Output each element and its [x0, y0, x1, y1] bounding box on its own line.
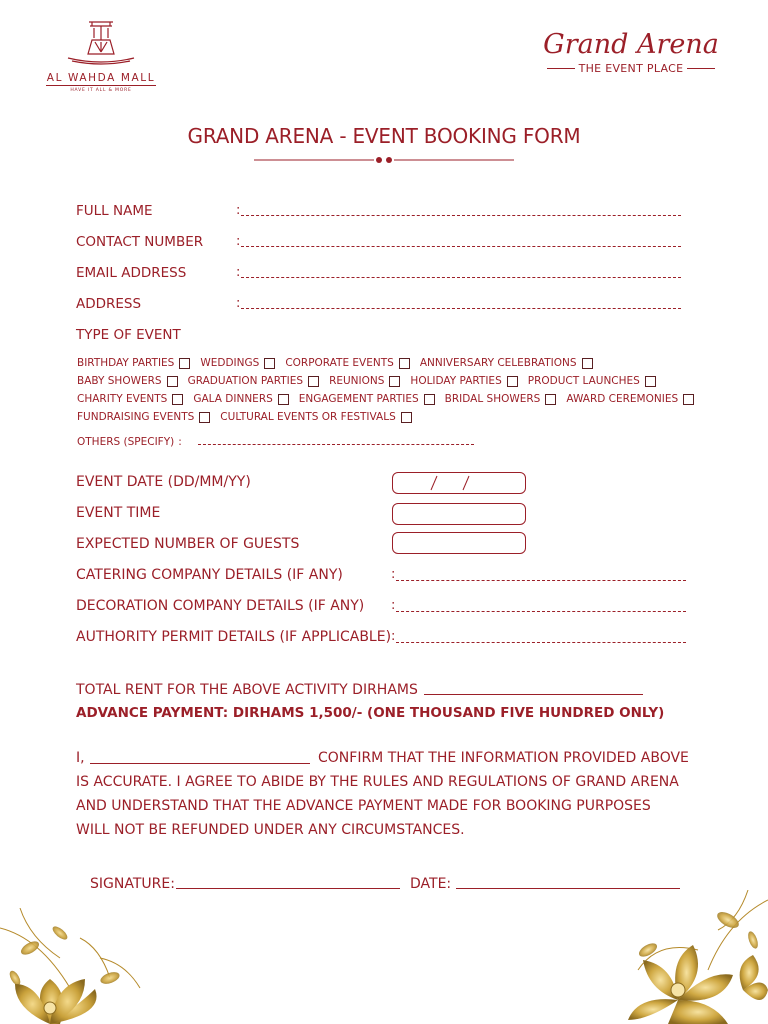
total-rent-label: TOTAL RENT FOR THE ABOVE ACTIVITY DIRHAMS: [76, 682, 418, 698]
option-label: WEDDINGS: [200, 357, 260, 369]
others-specify-label: OTHERS (SPECIFY) :: [77, 436, 182, 448]
option-label: BRIDAL SHOWERS: [444, 393, 541, 405]
checkbox[interactable]: [278, 394, 289, 405]
others-specify-field[interactable]: [198, 444, 474, 445]
page-title: GRAND ARENA - EVENT BOOKING FORM: [187, 124, 581, 148]
declaration-line-4: WILL NOT BE REFUNDED UNDER ANY CIRCUMSTANCES.: [76, 822, 465, 838]
advance-payment-label: ADVANCE PAYMENT: DIRHAMS 1,500/- (ONE THOUSAND FIVE HUNDRED ONLY): [76, 705, 665, 721]
checkbox[interactable]: [199, 412, 210, 423]
declaration-line-2: IS ACCURATE. I AGREE TO ABIDE BY THE RULES AND REGULATIONS OF GRAND ARENA: [76, 774, 679, 790]
event-type-option[interactable]: [193, 393, 288, 405]
others-label-text: OTHERS (SPECIFY): [77, 436, 175, 448]
lamp-icon: [42, 18, 160, 72]
contact-number-label: CONTACT NUMBER: [76, 234, 204, 250]
catering-label: CATERING COMPANY DETAILS (IF ANY): [76, 567, 343, 583]
checkbox[interactable]: [172, 394, 183, 405]
checkbox[interactable]: [179, 358, 190, 369]
option-label: CHARITY EVENTS: [77, 393, 168, 405]
event-type-option[interactable]: [410, 375, 517, 387]
option-label: REUNIONS: [329, 375, 385, 387]
event-date-label: EVENT DATE (DD/MM/YY): [76, 474, 251, 490]
mall-name: AL WAHDA MALL: [46, 72, 156, 84]
colon: :: [236, 234, 241, 249]
full-name-field[interactable]: [241, 215, 681, 216]
arena-script-name: Grand Arena: [543, 29, 719, 60]
guests-label: EXPECTED NUMBER OF GUESTS: [76, 536, 300, 552]
event-type-option[interactable]: [188, 375, 319, 387]
mall-divider: [46, 85, 156, 86]
option-label: HOLIDAY PARTIES: [410, 375, 502, 387]
option-label: ENGAGEMENT PARTIES: [298, 393, 419, 405]
colon: :: [236, 296, 241, 311]
option-label: BABY SHOWERS: [77, 375, 162, 387]
checkbox[interactable]: [308, 376, 319, 387]
event-time-label: EVENT TIME: [76, 505, 161, 521]
option-label: GRADUATION PARTIES: [187, 375, 304, 387]
date-field[interactable]: [456, 888, 680, 889]
checkbox[interactable]: [401, 412, 412, 423]
colon: :: [391, 598, 396, 613]
checkbox[interactable]: [545, 394, 556, 405]
title-ornament-icon: [254, 154, 514, 166]
catering-field[interactable]: [396, 580, 686, 581]
full-name-label: FULL NAME: [76, 203, 153, 219]
al-wahda-mall-logo: [42, 18, 172, 98]
colon: :: [236, 265, 241, 280]
event-types-row-3: [77, 393, 704, 405]
checkbox[interactable]: [582, 358, 593, 369]
checkbox[interactable]: [645, 376, 656, 387]
event-type-option[interactable]: [77, 393, 183, 405]
event-type-option[interactable]: [566, 393, 694, 405]
event-type-option[interactable]: [77, 357, 190, 369]
option-label: GALA DINNERS: [193, 393, 273, 405]
total-rent-field[interactable]: [424, 694, 643, 695]
option-label: PRODUCT LAUNCHES: [527, 375, 640, 387]
authority-permit-label: AUTHORITY PERMIT DETAILS (IF APPLICABLE): [76, 629, 392, 645]
option-label: AWARD CEREMONIES: [566, 393, 679, 405]
event-type-option[interactable]: [420, 357, 593, 369]
grand-arena-logo: [536, 30, 726, 80]
option-label: CORPORATE EVENTS: [285, 357, 394, 369]
address-label: ADDRESS: [76, 296, 142, 312]
contact-number-field[interactable]: [241, 246, 681, 247]
type-of-event-label: TYPE OF EVENT: [76, 327, 181, 343]
signature-field[interactable]: [176, 888, 400, 889]
declaration-line-3: AND UNDERSTAND THAT THE ADVANCE PAYMENT MADE FOR BOOKING PURPOSES: [76, 798, 651, 814]
event-type-option[interactable]: [329, 375, 400, 387]
event-type-option[interactable]: [200, 357, 275, 369]
checkbox[interactable]: [167, 376, 178, 387]
divider-line: [547, 68, 575, 69]
declarant-name-field[interactable]: [90, 763, 310, 764]
declaration-line-1: CONFIRM THAT THE INFORMATION PROVIDED ABOVE: [318, 750, 689, 766]
date-label: DATE:: [410, 876, 452, 892]
colon: :: [391, 629, 396, 644]
arena-subtitle: THE EVENT PLACE: [578, 62, 684, 75]
event-types-row-1: [77, 357, 603, 369]
address-field[interactable]: [241, 308, 681, 309]
declaration-prefix: I,: [76, 750, 85, 766]
option-label: ANNIVERSARY CELEBRATIONS: [419, 357, 577, 369]
checkbox[interactable]: [389, 376, 400, 387]
event-date-input[interactable]: [392, 472, 526, 494]
gold-flower-left-icon: [0, 908, 150, 1024]
checkbox[interactable]: [399, 358, 410, 369]
event-type-option[interactable]: [528, 375, 656, 387]
email-address-field[interactable]: [241, 277, 681, 278]
guests-input[interactable]: [392, 532, 526, 554]
checkbox[interactable]: [264, 358, 275, 369]
event-type-option[interactable]: [299, 393, 435, 405]
event-types-row-4: [77, 411, 422, 423]
event-type-option[interactable]: [77, 411, 210, 423]
event-time-input[interactable]: [392, 503, 526, 525]
authority-permit-field[interactable]: [396, 642, 686, 643]
event-type-option[interactable]: [285, 357, 410, 369]
divider-line: [687, 68, 715, 69]
gold-flower-right-icon: [578, 890, 768, 1024]
mall-tagline: HAVE IT ALL & MORE: [70, 88, 132, 93]
checkbox[interactable]: [424, 394, 435, 405]
colon: :: [236, 203, 241, 218]
event-type-option[interactable]: [445, 393, 557, 405]
colon: :: [391, 567, 396, 582]
option-label: CULTURAL EVENTS OR FESTIVALS: [220, 411, 396, 423]
event-type-option[interactable]: [77, 375, 178, 387]
decoration-field[interactable]: [396, 611, 686, 612]
signature-label: SIGNATURE:: [90, 876, 175, 892]
checkbox[interactable]: [683, 394, 694, 405]
checkbox[interactable]: [507, 376, 518, 387]
event-types-row-2: [77, 375, 666, 387]
decoration-label: DECORATION COMPANY DETAILS (IF ANY): [76, 598, 365, 614]
email-address-label: EMAIL ADDRESS: [76, 265, 187, 281]
arena-subtitle-row: [536, 62, 726, 75]
option-label: BIRTHDAY PARTIES: [77, 357, 175, 369]
date-separators-icon: [393, 473, 525, 493]
option-label: FUNDRAISING EVENTS: [77, 411, 195, 423]
event-type-option[interactable]: [220, 411, 411, 423]
